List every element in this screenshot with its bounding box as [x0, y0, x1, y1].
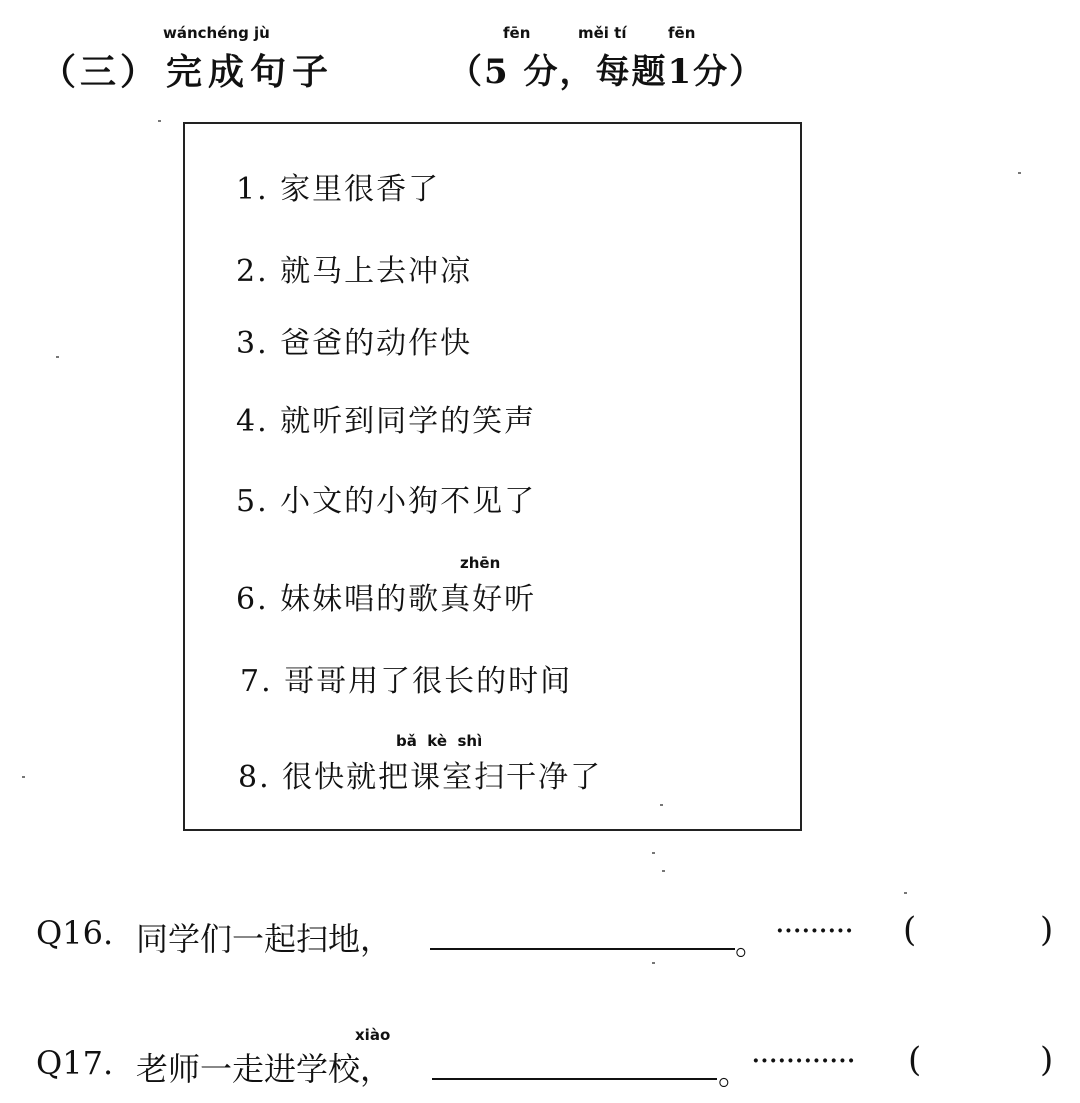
box-item-5: 5. 小文的小狗不见了 — [236, 484, 537, 519]
box-item-3: 3. 爸爸的动作快 — [236, 326, 473, 361]
question-17-pinyin: xiào — [355, 1026, 391, 1044]
score-pinyin-fen-2: fēn — [668, 24, 696, 42]
box-item-2: 2. 就马上去冲凉 — [236, 254, 473, 289]
question-17-text: 老师一走进学校， — [136, 1050, 393, 1088]
question-16-paren-close: ) — [1040, 910, 1054, 950]
section-title: 完成句子 — [166, 51, 335, 93]
question-16-paren-open: ( — [903, 910, 917, 950]
scan-speck — [56, 356, 59, 358]
title-pinyin: wánchéng jù — [163, 24, 270, 42]
score-pinyin-fen-1: fēn — [503, 24, 531, 42]
question-17-number: Q17. — [36, 1044, 114, 1082]
scan-speck — [904, 892, 907, 894]
scan-speck — [652, 852, 655, 854]
box-item-6: 6. 妹妹唱的歌真好听 — [236, 582, 537, 617]
question-17-answer-blank[interactable] — [432, 1078, 717, 1080]
question-16-number: Q16. — [36, 914, 114, 952]
question-17-period: 。 — [718, 1054, 751, 1092]
box-item-4: 4. 就听到同学的笑声 — [236, 404, 537, 439]
question-16-leader-dots: ········· — [776, 918, 854, 944]
question-16-period: 。 — [735, 924, 768, 962]
question-16-answer-slot[interactable] — [930, 950, 1030, 952]
question-16-answer-blank[interactable] — [430, 948, 735, 950]
scan-speck — [22, 776, 25, 778]
question-17-paren-close: ) — [1040, 1040, 1054, 1080]
question-17-leader-dots: ············ — [752, 1048, 856, 1074]
score-pinyin-meiti: měi tí — [578, 24, 627, 42]
box-item-1: 1. 家里很香了 — [236, 172, 441, 207]
scan-speck — [652, 962, 655, 964]
question-16-text: 同学们一起扫地， — [136, 920, 393, 958]
scan-speck — [158, 120, 161, 122]
scan-speck — [662, 870, 665, 872]
section-number: （三） — [40, 51, 161, 93]
box-item-6-pinyin: zhēn — [460, 554, 501, 572]
scan-speck — [660, 804, 663, 806]
scan-speck — [1018, 172, 1021, 174]
question-17-paren-open: ( — [908, 1040, 922, 1080]
box-item-8: 8. 很快就把课室扫干净了 — [238, 760, 603, 795]
question-17-answer-slot[interactable] — [935, 1080, 1030, 1082]
box-item-7: 7. 哥哥用了很长的时间 — [240, 664, 573, 699]
section-score: （5 分，每题1分） — [448, 52, 766, 92]
box-item-8-pinyin: bǎ kè shì — [396, 732, 483, 750]
